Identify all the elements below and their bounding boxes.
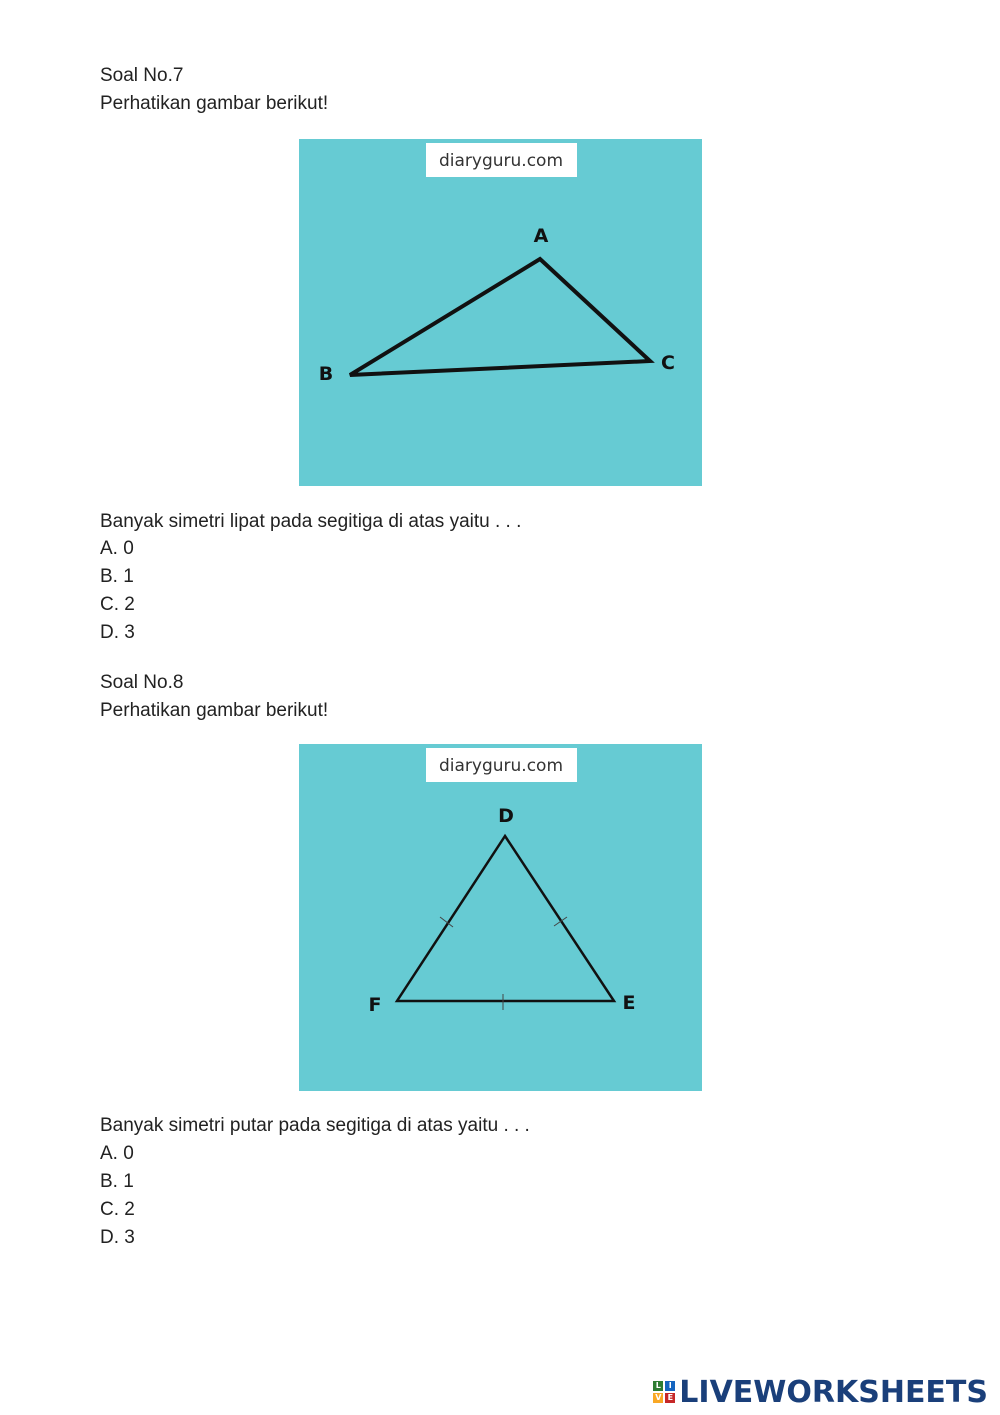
brand-mark-letter: I — [665, 1381, 675, 1391]
vertex-label-b: B — [318, 363, 334, 385]
question-7-figure — [299, 139, 702, 486]
question-8-option-d[interactable]: D. 3 — [100, 1227, 135, 1248]
question-7-title: Soal No.7 — [100, 65, 184, 86]
watermark-text: diaryguru.com — [438, 151, 564, 171]
watermark-text: diaryguru.com — [438, 756, 564, 776]
question-8-prompt: Banyak simetri putar pada segitiga di atas yaitu . . . — [100, 1115, 530, 1136]
question-8-title: Soal No.8 — [100, 672, 184, 693]
figure-background — [299, 139, 702, 486]
vertex-label-d: D — [498, 805, 514, 827]
brand-mark-letter: E — [665, 1393, 675, 1403]
vertex-label-e: E — [622, 992, 636, 1014]
vertex-label-a: A — [533, 225, 549, 247]
question-8-option-c[interactable]: C. 2 — [100, 1199, 135, 1220]
figure-background — [299, 744, 702, 1091]
question-8-instruction: Perhatikan gambar berikut! — [100, 700, 329, 721]
question-7-prompt: Banyak simetri lipat pada segitiga di atas yaitu . . . — [100, 511, 522, 532]
vertex-label-f: F — [368, 994, 382, 1016]
question-7-option-c[interactable]: C. 2 — [100, 594, 135, 615]
question-7-option-b[interactable]: B. 1 — [100, 566, 134, 587]
question-8-option-b[interactable]: B. 1 — [100, 1171, 134, 1192]
question-8-option-a[interactable]: A. 0 — [100, 1143, 134, 1164]
vertex-label-c: C — [661, 352, 675, 374]
question-8-figure — [299, 744, 702, 1091]
liveworksheets-mark-icon — [653, 1381, 675, 1403]
brand-mark-letter: V — [655, 1393, 662, 1402]
question-7-option-d[interactable]: D. 3 — [100, 622, 135, 643]
brand-mark-letter: L — [653, 1381, 663, 1391]
liveworksheets-logo[interactable] — [653, 1372, 988, 1412]
liveworksheets-wordmark: LIVEWORKSHEETS — [679, 1374, 988, 1410]
question-7-instruction: Perhatikan gambar berikut! — [100, 93, 329, 114]
question-7-option-a[interactable]: A. 0 — [100, 538, 134, 559]
